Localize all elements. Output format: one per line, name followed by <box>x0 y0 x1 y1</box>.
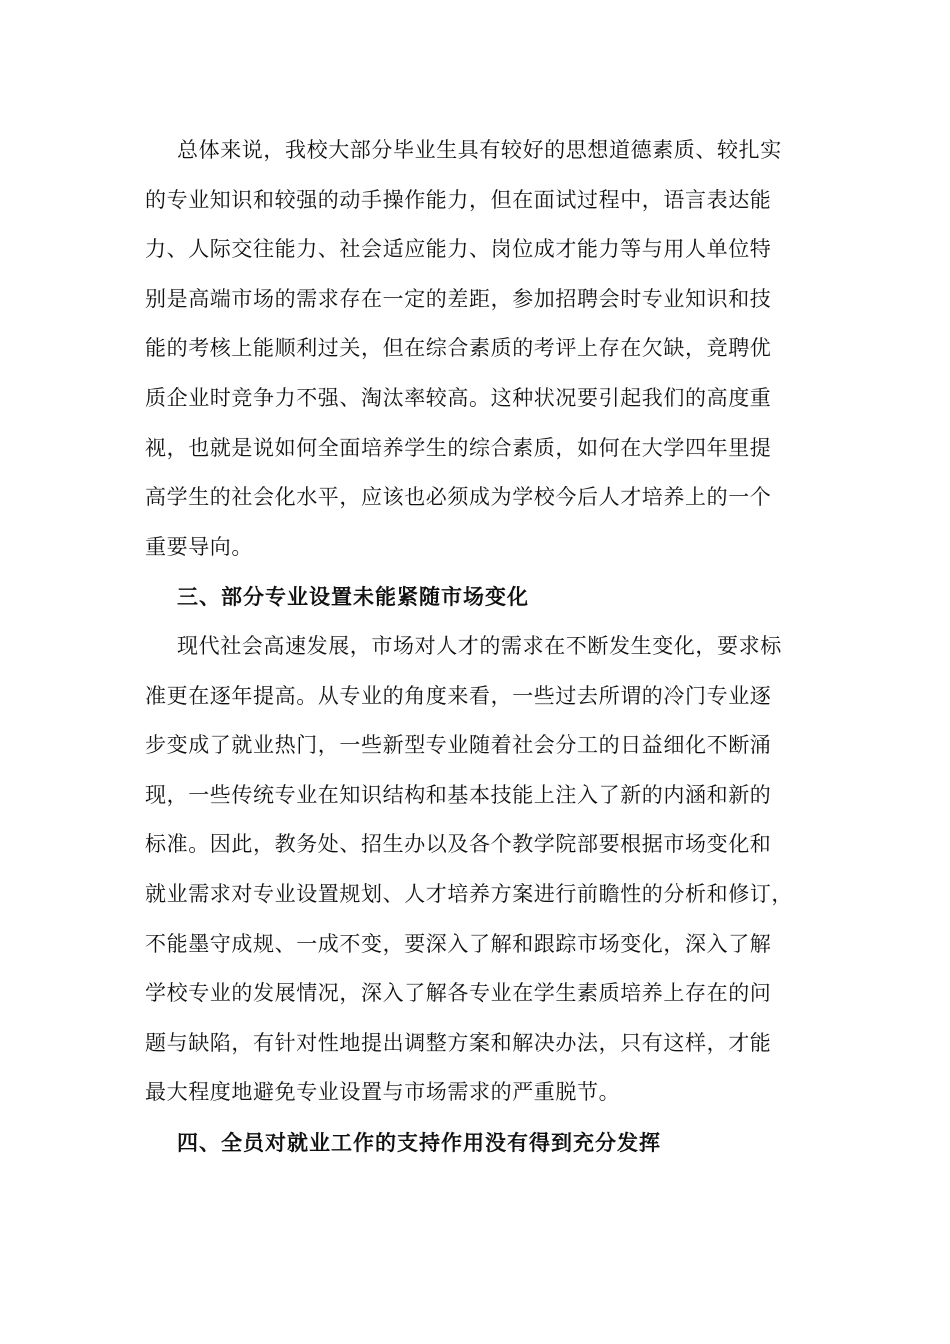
paragraph-market <box>145 622 805 1118</box>
paragraph-line: 视，也就是说如何全面培养学生的综合素质，如何在大学四年里提 <box>145 435 772 460</box>
document-body <box>145 126 805 1167</box>
paragraph-line: 能的考核上能顺利过关，但在综合素质的考评上存在欠缺，竞聘优 <box>145 336 772 361</box>
paragraph-line: 力、人际交往能力、社会适应能力、岗位成才能力等与用人单位特 <box>145 237 772 262</box>
section-heading-4: 四、全员对就业工作的支持作用没有得到充分发挥 <box>177 1129 661 1155</box>
paragraph-line: 最大程度地避免专业设置与市场需求的严重脱节。 <box>145 1080 621 1105</box>
paragraph-line: 就业需求对专业设置规划、人才培养方案进行前瞻性的分析和修订， <box>145 881 793 906</box>
paragraph-line: 标准。因此，教务处、招生办以及各个教学院部要根据市场变化和 <box>145 832 772 857</box>
paragraph-line: 现，一些传统专业在知识结构和基本技能上注入了新的内涵和新的 <box>145 782 772 807</box>
paragraph-line: 学校专业的发展情况，深入了解各专业在学生素质培养上存在的问 <box>145 981 772 1006</box>
paragraph-line: 步变成了就业热门，一些新型专业随着社会分工的日益细化不断涌 <box>145 733 772 758</box>
section-heading-3: 三、部分专业设置未能紧随市场变化 <box>177 584 529 610</box>
paragraph-summary <box>145 126 805 572</box>
paragraph-line: 质企业时竞争力不强、淘汰率较高。这种状况要引起我们的高度重 <box>145 385 772 410</box>
paragraph-line: 别是高端市场的需求存在一定的差距，参加招聘会时专业知识和技 <box>145 286 772 311</box>
paragraph-line: 的专业知识和较强的动手操作能力，但在面试过程中，语言表达能 <box>145 187 772 212</box>
paragraph-line: 重要导向。 <box>145 534 253 559</box>
paragraph-line: 题与缺陷，有针对性地提出调整方案和解决办法，只有这样，才能 <box>145 1030 772 1055</box>
paragraph-line: 高学生的社会化水平，应该也必须成为学校今后人才培养上的一个 <box>145 485 772 510</box>
paragraph-line: 现代社会高速发展，市场对人才的需求在不断发生变化，要求标 <box>177 633 782 658</box>
paragraph-line: 准更在逐年提高。从专业的角度来看，一些过去所谓的冷门专业逐 <box>145 683 772 708</box>
paragraph-line: 总体来说，我校大部分毕业生具有较好的思想道德素质、较扎实 <box>177 138 782 162</box>
paragraph-line: 不能墨守成规、一成不变，要深入了解和跟踪市场变化，深入了解 <box>145 931 772 956</box>
